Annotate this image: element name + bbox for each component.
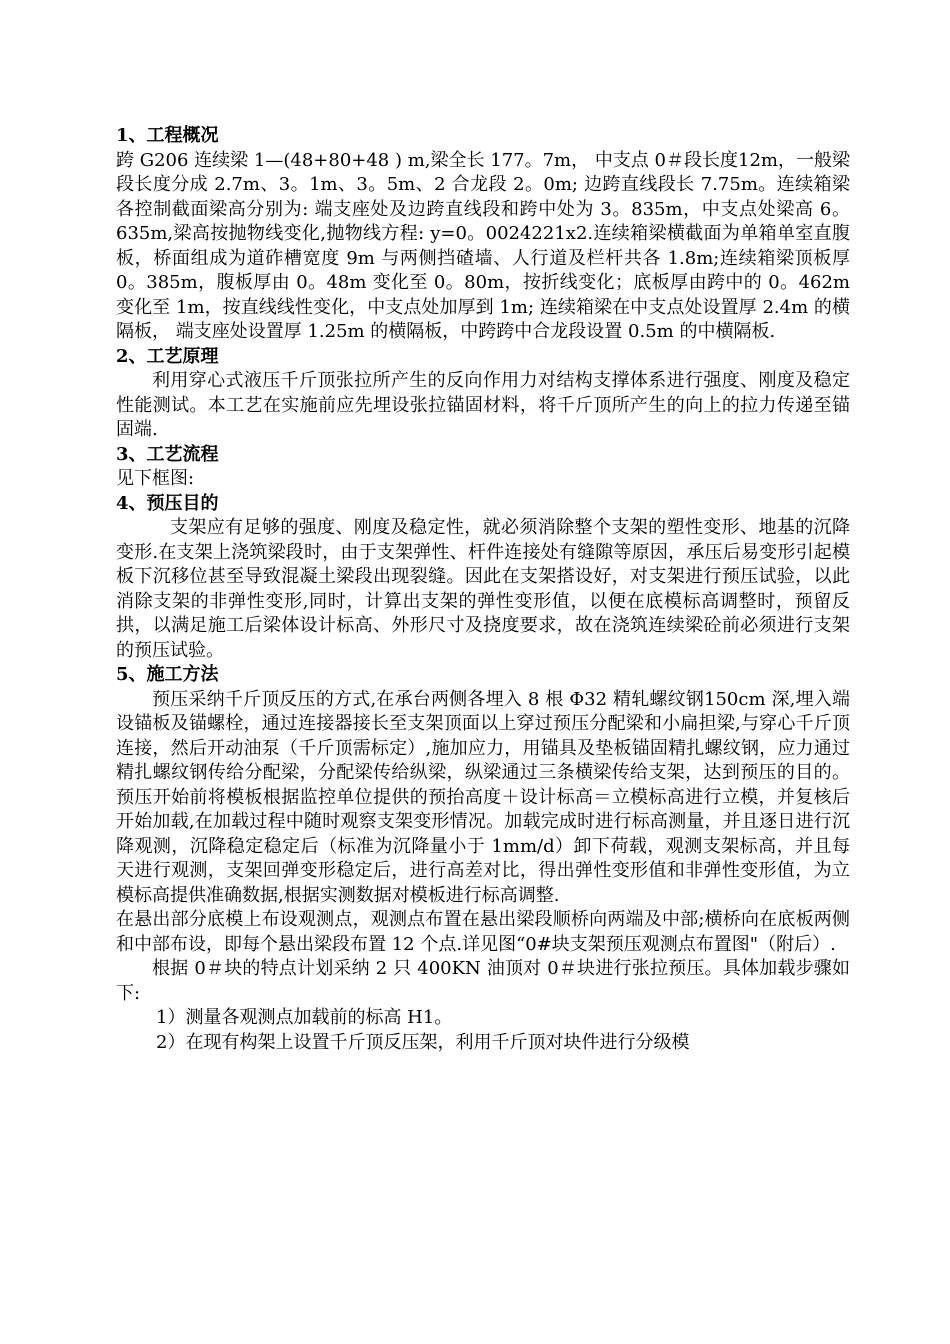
paragraph-project-overview: 跨 G206 连续梁 1—(48+80+48 ) m,梁全长 177。7m， 中支点 0＃段长度12m，一般梁段长度分成 2.7m、3。1m、3。5m、2 合龙段 2。0m; 边跨直线段长 7.75m。连续箱梁各控制截面梁高分别为: 端支座处及边跨直线段和跨中处为 3。835m，中支点处梁高 6。635m,梁高按抛物线变化,抛物线方程: y=0。0024221x2.连续箱梁横截面为单箱单室直腹板，桥面组成为道砟槽宽度 9m 与两侧挡碴墙、人行道及栏杆共各 1.8m;连续箱梁顶板厚 0。385m，腹板厚由 0。48m 变化至 0。80m，按折线变化；底板厚由跨中的 0。462m 变化至 1m，按直线线性变化，中支点处加厚到 1m; 连续箱梁在中支点处设置厚 2.4m 的横隔板， 端支座处设置厚 1.25m 的横隔板，中跨跨中合龙段设置 0.5m 的中横隔板. bbox=[116, 149, 850, 342]
paragraph-process-flow: 见下框图: bbox=[116, 468, 195, 489]
list-item-step-2: 2）在现有构架上设置千斤顶反压架，利用千斤顶对块件进行分级模 bbox=[156, 1031, 690, 1053]
section-heading-process-principle: 2、工艺原理 bbox=[116, 345, 219, 367]
section-heading-preload-purpose: 4、预压目的 bbox=[116, 492, 219, 514]
paragraph-observation-points: 在悬出部分底模上布设观测点，观测点布置在悬出梁段顺桥向两端及中部;横桥向在底板两侧和中部布设，即每个悬出梁段布置 12 个点.详见图“0#块支架预压观测点布置图"（附后）. bbox=[116, 909, 850, 955]
document-page bbox=[116, 124, 850, 1055]
section-heading-construction-method: 5、施工方法 bbox=[116, 664, 219, 685]
section-heading-project-overview: 1、工程概况 bbox=[116, 125, 219, 146]
section-heading-process-flow: 3、工艺流程 bbox=[116, 443, 219, 465]
paragraph-construction-method-main: 预压采纳千斤顶反压的方式,在承台两侧各埋入 8 根 Φ32 精轧螺纹钢150cm 深,埋入端设锚板及锚螺栓，通过连接器接长至支架顶面以上穿过预压分配梁和小扁担梁,与穿心千斤顶连接，然后开动油泵（千斤顶需标定）,施加应力，用锚具及垫板锚固精扎螺纹钢，应力通过精扎螺纹钢传给分配梁，分配梁传给纵梁，纵梁通过三条横梁传给支架，达到预压的目的。 预压开始前将模板根据监控单位提供的预抬高度＋设计标高＝立模标高进行立模，并复核后开始加载,在加载过程中随时观察支架变形情况。加载完成时进行标高测量，并且逐日进行沉降观测，沉降稳定稳定后（标准为沉降量小于 1mm/d）卸下荷载，观测支架标高，并且每天进行观测，支架回弹变形稳定后，进行高差对比，得出弹性变形值和非弹性变形值，为立模标高提供准确数据,根据实测数据对模板进行标高调整. bbox=[116, 688, 850, 906]
list-item-step-1: 1）测量各观测点加载前的标高 H1。 bbox=[156, 1007, 453, 1028]
paragraph-preload-purpose: 支架应有足够的强度、刚度及稳定性，就必须消除整个支架的塑性变形、地基的沉降变形.在支架上浇筑梁段时，由于支架弹性、杆件连接处有缝隙等原因，承压后易变形引起模板下沉移位甚至导致混凝土梁段出现裂缝。因此在支架搭设好，对支架进行预压试验，以此消除支架的非弹性变形,同时，计算出支架的弹性变形值，以便在底模标高调整时，预留反拱，以满足施工后梁体设计标高、外形尺寸及挠度要求，故在浇筑连续梁砼前必须进行支架的预压试验。 bbox=[116, 517, 850, 661]
paragraph-loading-plan: 根据 0＃块的特点计划采纳 2 只 400KN 油顶对 0＃块进行张拉预压。具体加载步骤如下: bbox=[116, 958, 850, 1004]
paragraph-process-principle: 利用穿心式液压千斤顶张拉所产生的反向作用力对结构支撑体系进行强度、刚度及稳定性能测试。本工艺在实施前应先埋设张拉锚固材料，将千斤顶所产生的向上的拉力传递至锚固端. bbox=[116, 370, 850, 440]
